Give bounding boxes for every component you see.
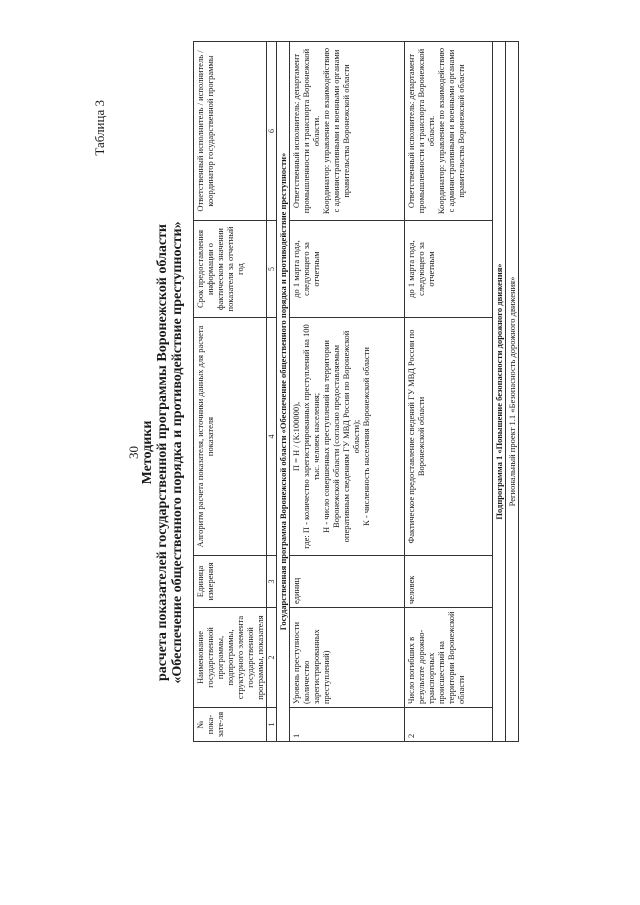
indicator-executor: [290, 42, 405, 221]
algorithm-formula: П = Н / (К:100000),: [291, 401, 301, 472]
section-row-subprogram: [493, 42, 506, 742]
algorithm-text: где: П - количество зарегистрированных преступлений на 100 тыс. человек населения;: [301, 324, 321, 549]
table-row: [290, 42, 405, 742]
column-number: 2: [267, 608, 277, 708]
document-title: Методики: [140, 420, 155, 485]
header-number: № пока-зате-ля: [194, 708, 267, 742]
indicator-number: 2: [405, 708, 493, 742]
section-row-program: [277, 42, 290, 742]
indicator-deadline: до 1 марта года, следующего за отчетным: [290, 221, 405, 318]
section-row-project: [506, 42, 519, 742]
column-number-row: [267, 42, 277, 742]
table-row: [405, 42, 493, 742]
indicator-algorithm: [405, 318, 493, 556]
indicator-executor: [405, 42, 493, 221]
algorithm-text: К - численность населения Воронежской области: [361, 347, 371, 526]
header-executor: Ответственный исполнитель / исполнитель / координатор государственной программы: [194, 42, 267, 221]
program-name-title: «Обеспечение общественного порядка и противодействие преступности»: [170, 221, 185, 684]
header-unit: Единица измерения: [194, 556, 267, 608]
executor-responsible: Ответственный исполнитель: департамент промышленности и транспорта Воронежской области.: [406, 48, 436, 214]
header-algorithm: Алгоритм расчета показателя, источники данных для расчета показателя: [194, 318, 267, 556]
column-number: 5: [267, 221, 277, 318]
section-project-label: Региональный проект 1.1 «Безопасность дорожного движения»: [506, 42, 519, 742]
table-label: Таблица 3: [92, 100, 107, 156]
section-program-label: Государственная программа Воронежской области «Обеспечение общественного порядка и противодействие преступности»: [277, 42, 290, 742]
algorithm-text: Н - число совершенных преступлений на территории Воронежской области (согласно предоставляемым оперативным сведениям ГУ МВД России по Воронежской области);: [321, 330, 361, 543]
indicator-unit: единиц: [290, 556, 405, 608]
executor-coordinator: Координатор: управление по взаимодействию с административными и военными органами правительства Воронежской области: [321, 47, 351, 215]
indicator-number: 1: [290, 708, 405, 742]
header-name: Наименование государственной программы, подпрограммы, структурного элемента государственной программы, показателя: [194, 608, 267, 708]
indicator-deadline: до 1 марта года, следующего за отчетным: [405, 221, 493, 318]
indicator-name: Число погибших в результате дорожно-транспортных происшествий на территории Воронежской области: [405, 608, 493, 708]
algorithm-text: Фактическое предоставление сведений ГУ МВД России по Воронежской области: [406, 329, 426, 544]
indicator-algorithm: [290, 318, 405, 556]
column-number: 3: [267, 556, 277, 608]
section-subprogram-label: Подпрограмма 1 «Повышение безопасности дорожного движения»: [493, 42, 506, 742]
column-number: 4: [267, 318, 277, 556]
document-subtitle: расчета показателей государственной программы Воронежской области: [155, 224, 170, 682]
header-deadline: Срок предоставления информации о фактическом значении показателя за отчетный год: [194, 221, 267, 318]
indicator-unit: человек: [405, 556, 493, 608]
column-number: 6: [267, 42, 277, 221]
page-number: 30: [126, 446, 141, 459]
executor-coordinator: Координатор: управление по взаимодействию с административными и военными органами правительства Воронежской области: [436, 47, 466, 215]
indicator-name: Уровень преступности (количество зарегистрированных преступлений): [290, 608, 405, 708]
column-number: 1: [267, 708, 277, 742]
table-header-row: [194, 42, 267, 742]
executor-responsible: Ответственный исполнитель: департамент промышленности и транспорта Воронежской области.: [291, 48, 321, 214]
indicators-table: [193, 41, 519, 742]
